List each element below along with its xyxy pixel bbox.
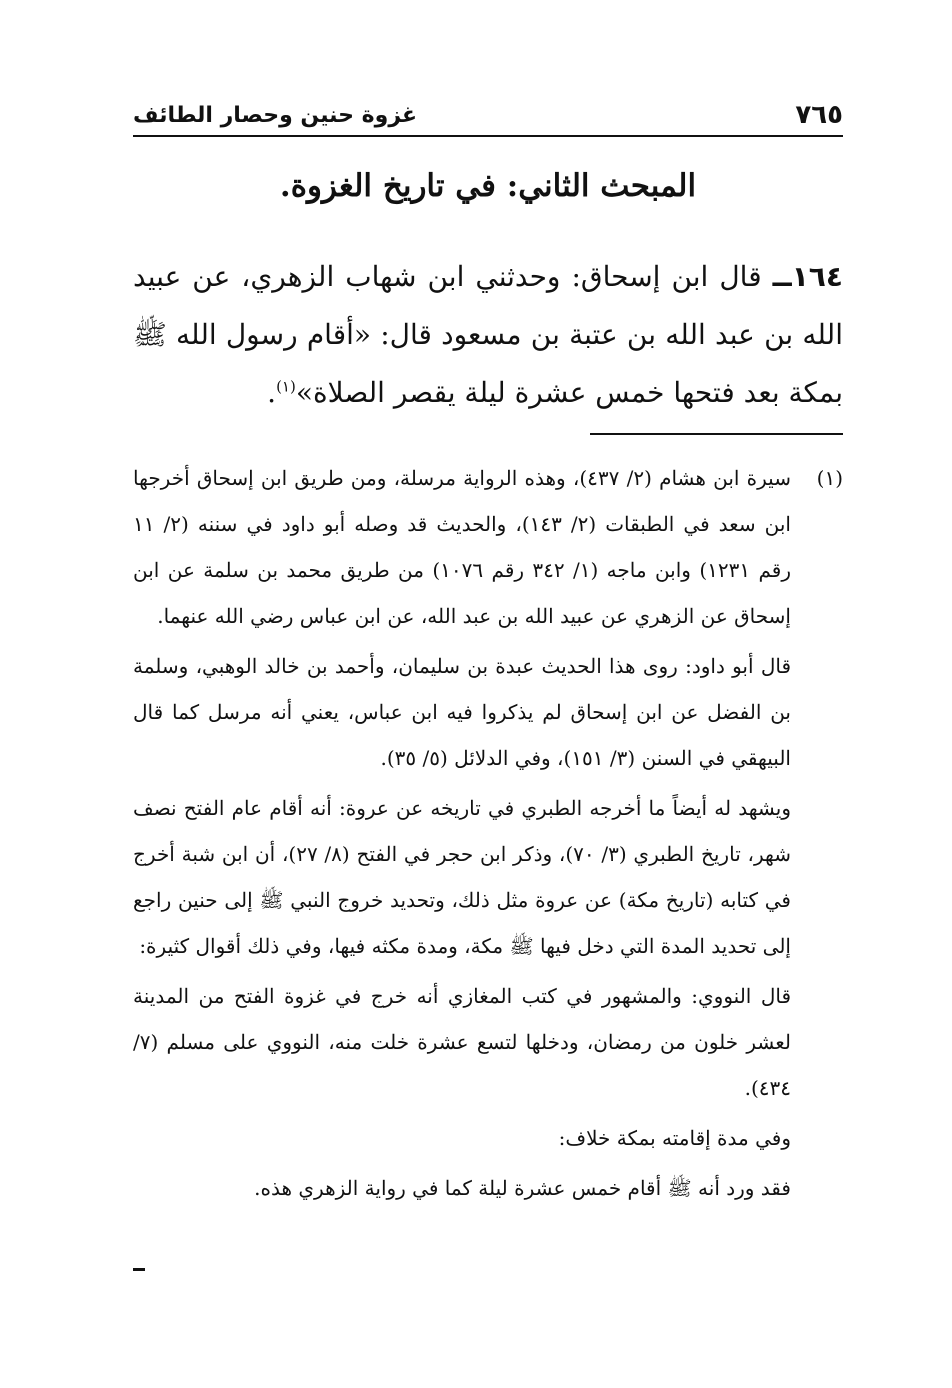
- hadith-dash: ــ: [772, 260, 792, 293]
- section-title: المبحث الثاني: في تاريخ الغزوة.: [279, 168, 697, 204]
- footnote-paragraph: قال أبو داود: روى هذا الحديث عبدة بن سليمان، وأحمد بن خالد الوهبي، وسلمة بن الفضل عن ابن إسحاق لم يذكروا فيه ابن عباس، يعني أنه مرسل كما قال البيهقي في السنن (٣/ ١٥١)، وفي الدلائل (٥/ ٣٥).: [133, 654, 791, 770]
- footnote-marker: (١): [816, 466, 843, 490]
- hadith-text: قال ابن إسحاق: وحدثني ابن شهاب الزهري، عن عبيد الله بن عبد الله بن عتبة بن مسعود قال: «أقام رسول الله ﷺ بمكة بعد فتحها خمس عشرة ليلة يقصر الصلاة»: [133, 260, 843, 409]
- footnote-paragraph: سيرة ابن هشام (٢/ ٤٣٧)، وهذه الرواية مرسلة، ومن طريق ابن إسحاق أخرجها ابن سعد في الطبقات (٢/ ١٤٣)، والحديث قد وصله أبو داود في سننه (٢/ ١١ رقم ١٢٣١) وابن ماجه (١/ ٣٤٢ رقم ١٠٧٦) من طريق محمد بن سلمة عن ابن إسحاق عن الزهري عن عبيد الله بن عبد الله، عن ابن عباس رضي الله عنهما.: [133, 466, 792, 628]
- footnote-separator: [590, 433, 843, 435]
- hadith-paragraph: [133, 248, 843, 422]
- footnote-paragraph: ويشهد له أيضاً ما أخرجه الطبري في تاريخه عن عروة: أنه أقام عام الفتح نصف شهر، تاريخ الطبري (٣/ ٧٠)، وذكر ابن حجر في الفتح (٨/ ٢٧)، أن ابن شبة أخرج في كتابه (تاريخ مكة) عن عروة مثل ذلك، وتحديد خروج النبي ﷺ إلى حنين راجع إلى تحديد المدة التي دخل فيها ﷺ مكة، ومدة مكثه فيها، وفي ذلك أقوال كثيرة:: [133, 796, 791, 958]
- page-header: [133, 98, 843, 132]
- hadith-end: .: [267, 376, 277, 409]
- page-end-mark: [133, 1268, 145, 1271]
- footnote-reference[interactable]: (١): [276, 377, 296, 396]
- footnote-paragraph: قال النووي: والمشهور في كتب المغازي أنه خرج في غزوة الفتح من المدينة لعشر خلون من رمضان، ودخلها لتسع عشرة خلت منه، النووي على مسلم (٧/ ٤٣٤).: [133, 984, 791, 1100]
- footnote-paragraph: وفي مدة إقامته بمكة خلاف:: [558, 1126, 791, 1150]
- header-rule: [133, 135, 843, 137]
- hadith-number: ١٦٤: [791, 260, 843, 293]
- footnote-body: [133, 455, 791, 1215]
- footnote-1: [133, 455, 843, 1215]
- running-title: غزوة حنين وحصار الطائف: [133, 102, 418, 128]
- footnotes-section: [133, 455, 843, 1215]
- footnote-paragraph: فقد ورد أنه ﷺ أقام خمس عشرة ليلة كما في رواية الزهري هذه.: [254, 1176, 791, 1200]
- page-number: ٧٦٥: [795, 100, 843, 130]
